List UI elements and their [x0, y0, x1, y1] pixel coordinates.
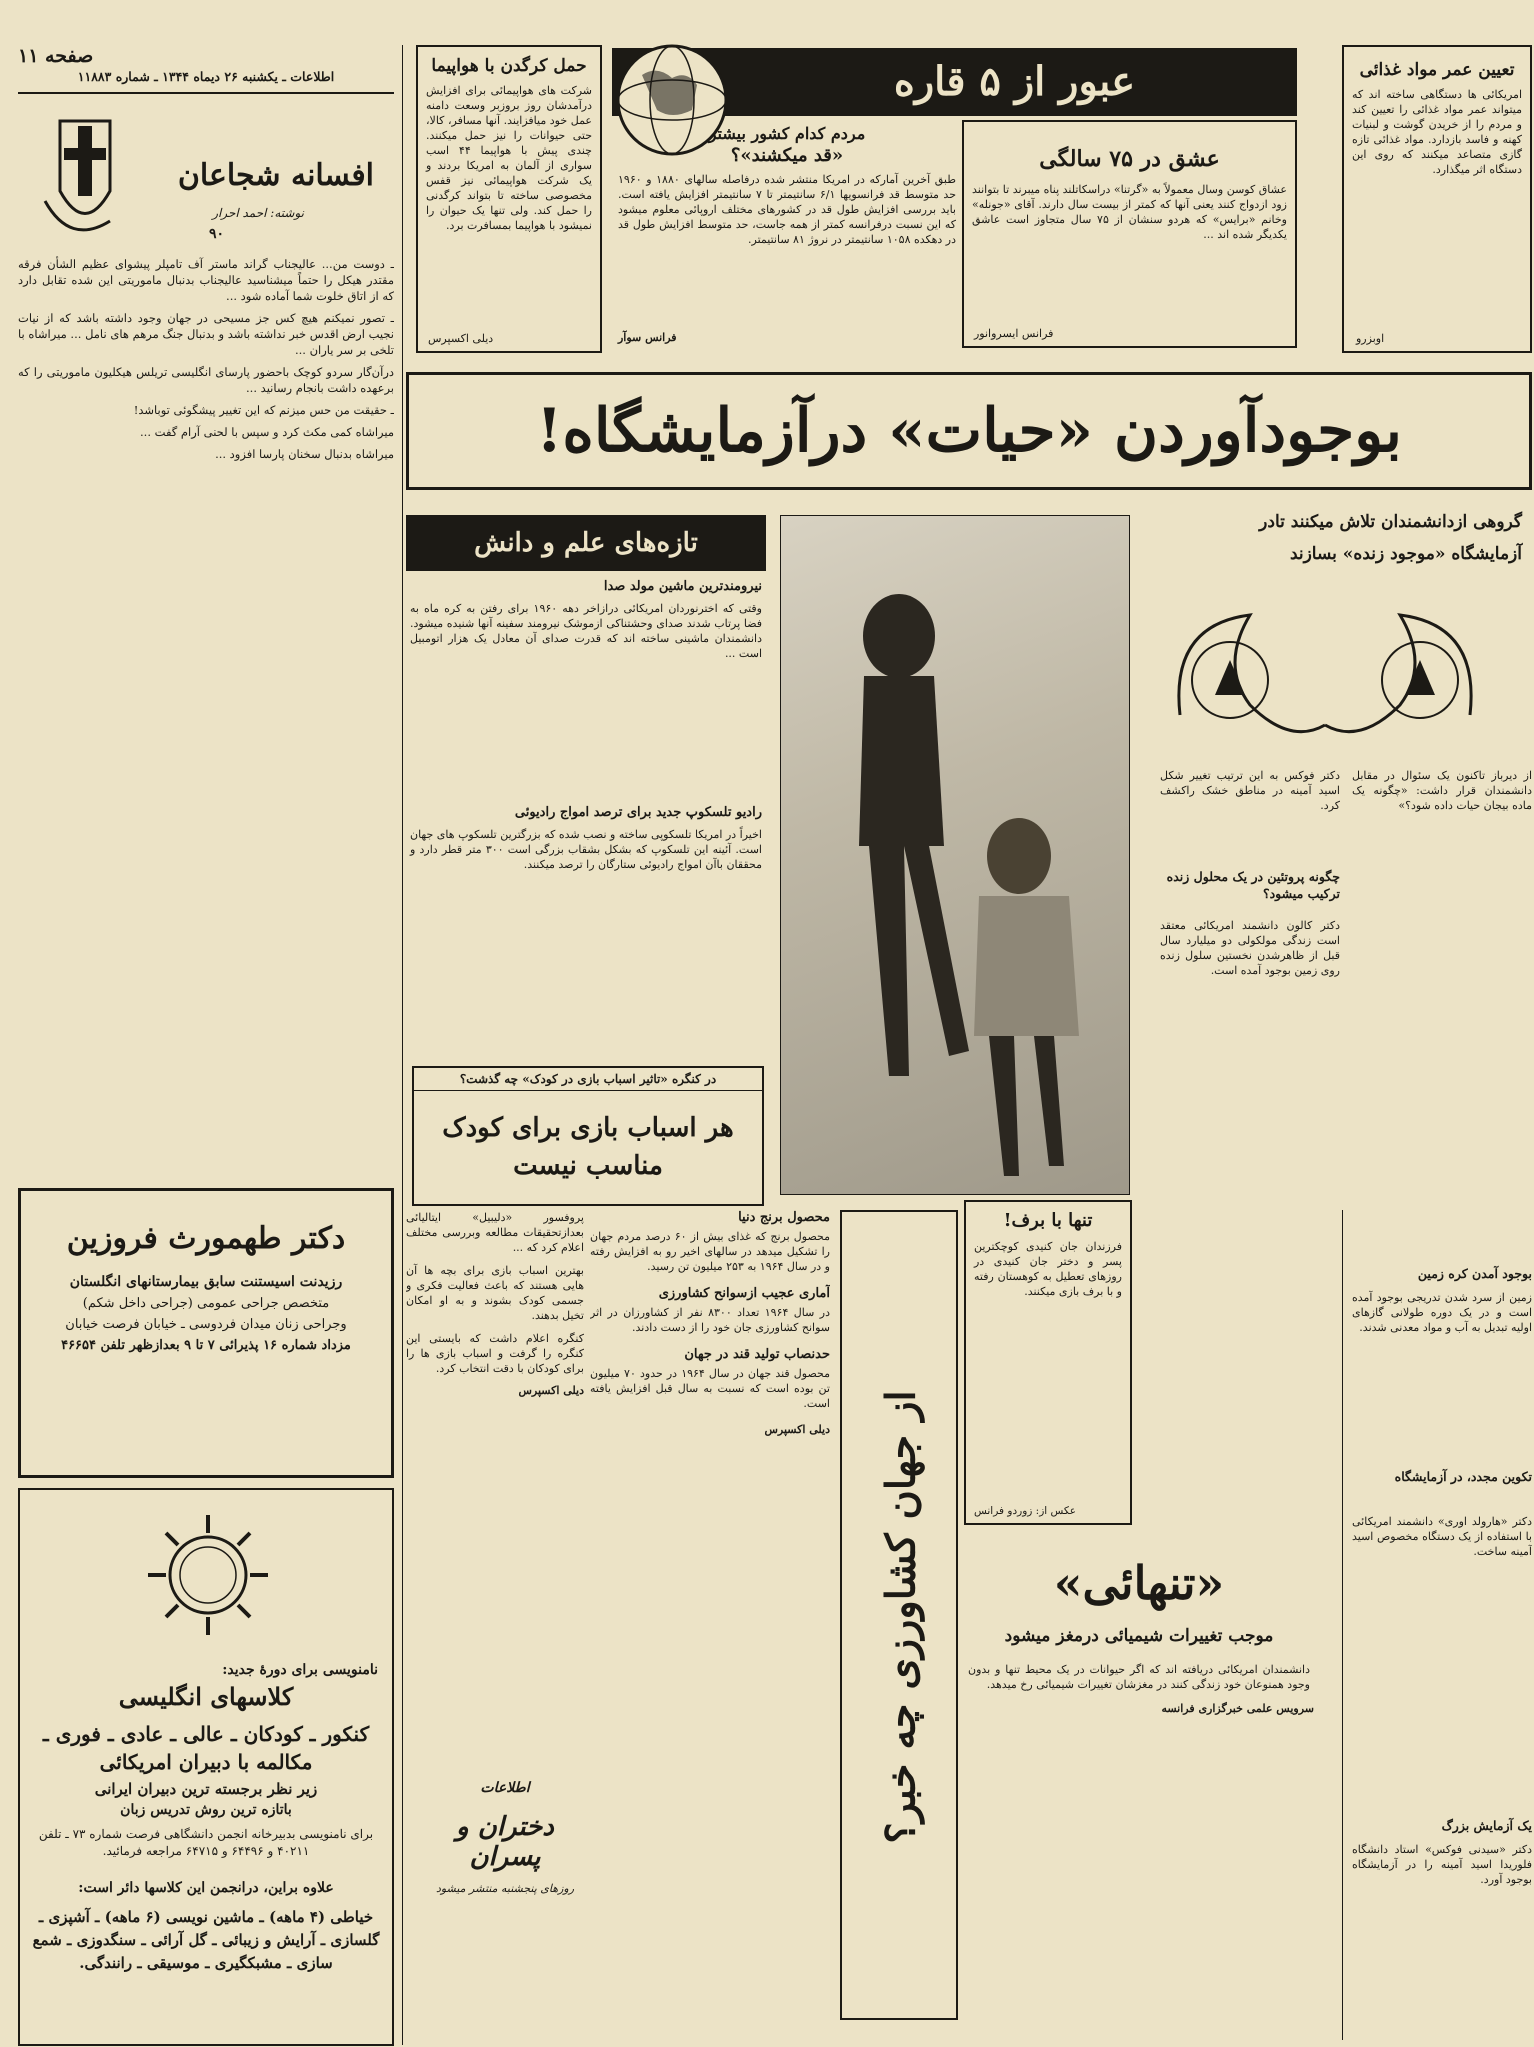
agri-h2: آماری عجیب ازسوانح کشاورزی [658, 1286, 830, 1301]
serial-masthead [18, 106, 394, 246]
banner-title: عبور از ۵ قاره [893, 58, 1136, 105]
height-source: فرانس سوآر [618, 331, 677, 344]
life-p4: زمین از سرد شدن تدریجی بوجود آمده است و در یک دوره طولانی گازهای اولیه تبدیل به آب و مواد معدنی شدند. [1352, 1291, 1532, 1334]
serial-paragraph: درآن‌گار سردو کوچک باحضور پارسای انگلیسی تریلس هیکلیون ماموریتی را که برعهده داشت بانجام رسانید ... [18, 365, 394, 395]
life-p5: دکتر «هارولد اوری» دانشمند امریکائی با استفاده از یک دستگاه مخصوص اسید آمینه ساخت. [1352, 1515, 1532, 1558]
agri-p1: محصول برنج که غذای بیش از ۶۰ درصد مردم جهان را تشکیل میدهد در سالهای اخیر رو به افزایش رفته و در سال ۱۹۶۴ به ۲۵۳ میلیون تن رسید. [590, 1230, 830, 1273]
alone-box [964, 1200, 1132, 1525]
headline-box [406, 372, 1532, 490]
loneliness-body: دانشمندان امریکائی دریافته اند که اگر حیوانات در یک محیط تنها و بدون وجود همنوعان خود زندگی کنند در مغزشان تغییرات شیمیائی رخ میدهد. [968, 1663, 1310, 1691]
column-rule [1342, 1210, 1343, 2040]
agri-body [590, 1210, 830, 2010]
life-h2: بوجود آمدن کره زمین [1417, 1266, 1532, 1281]
airplane-source: دیلی اکسپرس [428, 332, 494, 345]
classes-tagline: باتازه ترین روش تدریس زبان [120, 1802, 292, 1818]
food-source: اوبزرو [1356, 332, 1385, 345]
classes-dept: خیاطی (۴ ماهه) ـ ماشین نویسی (۶ ماهه) ـ آشپزی ـ گلسازی ـ آرایش و زیبائی ـ گل آرائی ـ سنگدوزی ـ شمع سازی ـ مشبکگیری ـ موسیقی ـ رانندگی. [32, 1908, 380, 1972]
science-title-text: تازه‌های علم و دانش [474, 528, 698, 558]
headline-sub1: گروهی ازدانشمندان تلاش میکنند تادر [1259, 512, 1522, 532]
classes-method: زیر نظر برجسته ترین دبیران ایرانی [94, 1780, 318, 1798]
science-title [406, 515, 766, 571]
doctor-name: دکتر طهمورث فروزین [66, 1221, 346, 1256]
toys-source: دیلی اکسپرس [518, 1384, 584, 1397]
magazine-ettelaat: اطلاعات [480, 1780, 530, 1796]
loneliness-sub: موجب تغییرات شیمیائی درمغز میشود [1004, 1626, 1274, 1646]
loneliness-source: سرویس علمی خبرگزاری فرانسه [1161, 1702, 1314, 1715]
science-h2: رادیو تلسکوپ جدید برای ترصد امواج رادیوئی [514, 805, 762, 820]
science-h1: نیرومندترین ماشین مولد صدا [603, 579, 762, 594]
alone-credit: عکس از: زوردو فرانس [974, 1505, 1076, 1517]
toys-p1: پروفسور «دلیبیل» ایتالیائی بعدازتحقیقات مطالعه وبررسی مختلف اعلام کرد که ... [406, 1211, 584, 1254]
life-p2: دکتر فوکس به این ترتیب تغییر شکل اسید آمینه در مناطق خشک راکشف کرد. [1160, 769, 1340, 812]
life-body [1160, 768, 1532, 2038]
science-p1: وقتی که اخترنوردان امریکائی درازاخر دهه ۱۹۶۰ برای رفتن به کره ماه به فضا پرتاب شدند صدای وحشتناکی ازموشک نیرومند سفینه آنها شنیده میشود. دانشمندان ماشینی ساخته اند که قدرت صدای آن معادل یک هزار اتومبیل است ... [410, 602, 762, 660]
toys-heading-box [412, 1066, 764, 1206]
classes-levels: کنکور ـ کودکان ـ عالی ـ عادی ـ فوری ـ مکالمه با دبیران امریکائی [42, 1722, 370, 1774]
classes-name: کلاسهای انگلیسی [118, 1682, 294, 1711]
agri-vertical-title: از جهان کشاورزی چه خبر؟ [877, 1390, 925, 1844]
life-h3: تکوین مجدد، در آزمایشگاه [1394, 1469, 1532, 1484]
doctor-line: وجراحی زنان میدان فردوسی ـ خیابان فرصت خیابان [65, 1317, 347, 1332]
serial-body [18, 256, 394, 468]
serial-paragraph: میراشاه کمی مکث کرد و سپس با لحنی آرام گفت ... [140, 425, 394, 439]
toys-kicker: در کنگره «تاثیر اسباب بازی در کودک» چه گذشت؟ [414, 1072, 762, 1091]
science-p2: اخیراً در امریکا تلسکوپی ساخته و نصب شده که بزرگترین تلسکوپ های جهان است. آئینه این تلسکوپ که بشکل بشقاب بزرگی است ۳۰۰ متر قطر دارد و محققان باآن امواج رادیوئی ستارگان را ترصد میکنند. [410, 828, 762, 871]
love-box [962, 120, 1297, 348]
snow-photo [780, 515, 1130, 1195]
alone-title: تنها با برف! [1003, 1210, 1093, 1231]
toys-p2: بهترین اسباب بازی برای بچه ها آن هایی هستند که باعث فعالیت فکری و جسمی کودک بشوند و به او امکان تخیل بدهند. [406, 1264, 584, 1322]
classes-enroll: نامنویسی برای دورهٔ جدید: [222, 1662, 378, 1678]
food-title: تعیین عمر مواد غذائی [1359, 60, 1515, 80]
column-rule [402, 45, 403, 2045]
serial-paragraph: ـ دوست من... عالیجناب گراند ماستر آف تامپلر پیشوای عظیم الشأن فرقه مقتدر هیکل را حتماً میشناسید عالیجناب بدنبال ماموریتی این شده تقابل دارد که از اتاق خلوت شما آماده شود ... [18, 257, 394, 303]
classes-ad [18, 1488, 394, 2046]
airplane-body: شرکت های هواپیمائی برای افزایش درآمدشان روز بروزبر وسعت دامنه عمل خود میافزایند. آنها مسافر، کالا، حتی حیوانات را نیز حمل میکنند. چندی پیش با هواپیما ۴۴ اسب سواری از آلمان به امریکا بردند و یک شرکت هواپیمائی نیز قفس مخصوصی ساخته تا بتواند کرگدنی را حمل کند. ولی تنها یک حیوان را نمیشود با هواپیما بمسافرت برد. [426, 84, 592, 232]
decorative-bowl-icon [1160, 585, 1490, 755]
love-source: فرانس ایسروانور [974, 327, 1054, 340]
height-body: طبق آخرین آمارکه در امریکا منتشر شده درفاصله سالهای ۱۸۸۰ و ۱۹۶۰ حد متوسط قد فرانسویها ۶/۱ سانتیمتر تا ۷ سانتیمتر افزایش یافته است. باید بررسی افزایش طول قد در کشورهای مختلف اروپائی معلوم میشود که این نسبت درفرانسه کمتر از همه جاست، حد متوسط افزایش طول قد در دهکده ۱۰۵۸ سانتیمتر در نروژ ۸۱ سانتیمتر. [618, 173, 956, 246]
love-title: عشق در ۷۵ سالگی [1039, 146, 1220, 172]
doctor-ad [18, 1188, 394, 1478]
classes-dept-title: علاوه براین، درانجمن این کلاسها دائر است: [78, 1880, 334, 1896]
life-p3: دکتر کالون دانشمند امریکائی معتقد است زندگی مولکولی دو میلیارد سال قبل از ظاهرشدن نخستین سلول زنده روی زمین بوجود آمده است. [1160, 919, 1340, 977]
serial-paragraph: میراشاه بدنبال سخنان پارسا افزود ... [215, 447, 394, 461]
sword-emblem-icon [40, 106, 130, 246]
serial-section [18, 96, 394, 1176]
airplane-box [416, 45, 602, 353]
food-body: امریکائی ها دستگاهی ساخته اند که میتواند عمر مواد غذائی را تعیین کند و مردم را از خریدن گوشت و لبنیات کهنه و فاسد بازدارد. مواد غذائی تازه گازی متصاعد میکنند که روی این دستگاه اثر میگذارد. [1352, 88, 1522, 176]
height-kicker: مردم کدام کشور بیشتر [708, 124, 866, 143]
headline-main: بوجودآوردن «حیات» درآزمایشگاه! [536, 396, 1402, 466]
agri-p3: محصول قند جهان در سال ۱۹۶۴ در حدود ۷۰ میلیون تن بوده است که نسبت به سال قبل افزایش یافته است. [590, 1367, 830, 1410]
toys-p3: کنگره اعلام داشت که بایستی این کنگره را گرفت و اسباب بازی ها را برای کودکان با دقت انتخاب کرد. [406, 1332, 584, 1375]
headline-sub2: آزمایشگاه «موجود زنده» بسازند [1289, 544, 1522, 564]
toys-title: هر اسباب بازی برای کودک مناسب نیست [442, 1113, 734, 1181]
agri-source: دیلی اکسپرس [764, 1423, 830, 1436]
serial-paragraph: ـ تصور نمیکنم هیچ کس جز مسیحی در جهان وجود داشته باشد که از نیات نجیب ارض اقدس خبر نداشته باشد و بدنبال جنگ مرهم های نامل ... میراشاه با تلخی بر سر یاران ... [18, 311, 394, 357]
loneliness-title: «تنهائی» [1053, 1556, 1225, 1610]
serial-title: افسانه شجاعان [177, 158, 374, 193]
agri-h3: حدنصاب تولید قند در جهان [684, 1347, 830, 1362]
life-p6: دکتر «سیدنی فوکس» استاد دانشگاه فلوریدا اسید آمینه را در آزمایشگاه بوجود آورد. [1352, 1843, 1532, 1886]
doctor-line: متخصص جراحی عمومی (جراحی داخل شکم) [82, 1296, 330, 1311]
dateline: اطلاعات ـ یکشنبه ۲۶ دیماه ۱۳۴۴ ـ شماره ۱۱۸۸۳ [77, 69, 335, 84]
classes-address: برای نامنویسی بدبیرخانه انجمن دانشگاهی فرصت شماره ۷۳ ـ تلفن ۴۰۲۱۱ و ۶۴۴۹۶ و ۶۴۷۱۵ مراجعه فرمائید. [38, 1827, 374, 1858]
doctor-line: رزیدنت اسیستنت سابق بیمارستانهای انگلستان [69, 1274, 343, 1290]
doctor-line: مزداد شماره ۱۶ پذیرائی ۷ تا ۹ بعدازظهر تلفن ۴۶۶۵۴ [61, 1338, 351, 1353]
children-in-snow-icon [779, 516, 1129, 1196]
life-h1: چگونه پروتئین در یک محلول زنده ترکیب میشود؟ [1166, 869, 1340, 901]
serial-paragraph: ـ حقیقت من حس میزنم که این تغییر پیشگوئی توباشد! [133, 403, 394, 417]
love-body: عشاق کوسن وسال معمولاً به «گرتنا» دراسکاتلند پناه میبرند تا بتوانند زود ازدواج کنند یعنی آنها که کمتر از بیست سال دارند. آقای «جونله» وخانم «برایس» که هردو سنشان از ۷۵ سال متجاوز است عاشق یکدیگر شده اند ... [972, 183, 1287, 241]
height-title: «قد میکشند»؟ [730, 145, 844, 166]
science-section [406, 515, 766, 1075]
height-box [612, 120, 962, 348]
magazine-name: دختران و پسران [456, 1812, 554, 1872]
food-box [1342, 45, 1532, 353]
serial-part: ۹۰ [208, 226, 224, 242]
page-header [18, 45, 394, 89]
page-number: صفحه ۱۱ [18, 45, 94, 67]
society-seal-icon [143, 1510, 273, 1640]
life-h4: یک آزمایش بزرگ [1441, 1818, 1532, 1833]
magazine-logo [420, 1780, 590, 1980]
alone-body: فرزندان جان کنیدی کوچکترین پسر و دختر جان کنیدی در روزهای تعطیل به کوهستان رفته و با برف بازی میکنند. [974, 1240, 1122, 1298]
magazine-tag: روزهای پنجشنبه منتشر میشود [435, 1882, 575, 1895]
serial-author: نوشته: احمد احرار [212, 206, 304, 220]
agri-h1: محصول برنج دنیا [738, 1210, 830, 1225]
airplane-title: حمل کرگدن با هواپیما [431, 56, 587, 76]
agri-p2: در سال ۱۹۶۴ تعداد ۸۳۰۰ نفر از کشاورزان در اثر سوانح کشاورزی جان خود را از دست دادند. [590, 1306, 830, 1334]
agri-vertical-box [840, 1210, 958, 2020]
life-p1: از دیرباز تاکنون یک سئوال در مقابل دانشمندان قرار داشت: «چگونه یک ماده بیجان حیات داده شود؟» [1352, 769, 1532, 812]
toys-body [406, 1210, 584, 1770]
